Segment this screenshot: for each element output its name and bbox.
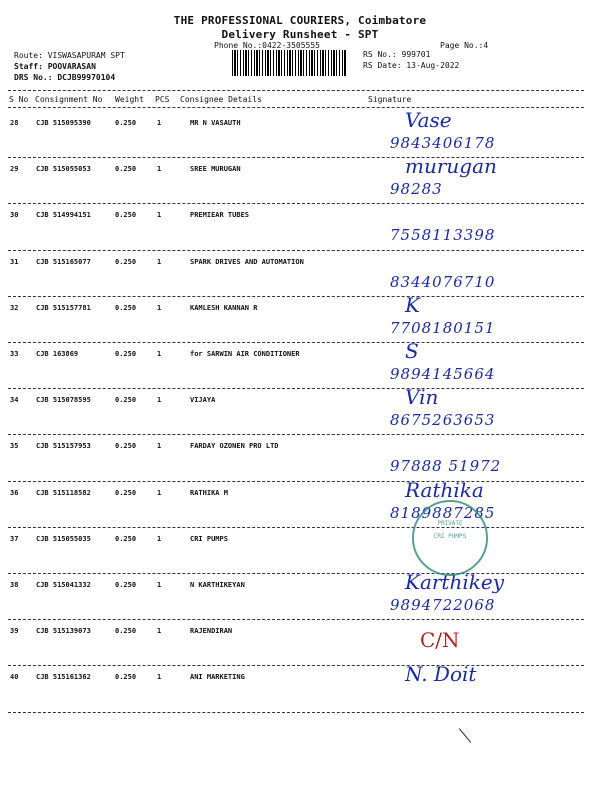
row-consignee: MR N VASAUTH [190,119,241,127]
row-weight: 0.250 [115,257,137,266]
signature: Karthikey [405,570,504,594]
signature-phone: 8344076710 [390,272,496,291]
row-consignment: CJB 515161362 [36,673,91,682]
row-sno: 30 [10,211,19,220]
table-row [0,108,600,158]
row-sno: 40 [10,673,19,682]
stamp-text: PRIVATE [437,520,463,527]
row-consignee: ANI MARKETING [190,673,245,682]
table-row [0,570,600,620]
row-consignee: for SARWIN AIR CONDITIONER [190,350,300,358]
phone-number: Phone No.:0422-3505555 [214,41,320,50]
table-row [0,528,600,574]
signature: Vin [405,385,439,410]
row-sno: 38 [10,581,19,589]
page-number: Page No.:4 [440,41,489,50]
signature-phone: 8189887285 [390,503,496,522]
row-weight: 0.250 [115,442,137,451]
row-consignment: CJB 515055035 [36,534,91,543]
signature: K [405,292,420,317]
signature-phone: 7708180151 [390,318,496,337]
row-sno: 32 [10,303,19,312]
signature: murugan [405,154,497,179]
drs-number: DRS No.: DCJB99970104 [14,73,116,82]
row-consignment: CJB 163869 [36,350,79,358]
row-pcs: 1 [157,165,162,174]
signature-phone: 9894145664 [390,365,496,383]
row-consignment: CJB 515139073 [36,627,91,636]
sheet-title: Delivery Runsheet - SPT [221,28,379,41]
row-consignment: CJB 515055053 [36,165,91,174]
row-sno: 28 [10,119,19,127]
col-consignment: Consignment No [35,95,103,104]
row-consignment: CJB 515041332 [36,581,91,589]
row-consignee: PREMIEAR TUBES [190,211,250,220]
row-consignee: SPARK DRIVES AND AUTOMATION [190,257,304,266]
row-consignment: CJB 515157781 [36,303,91,312]
col-signature: Signature [368,95,412,104]
signature-phone: 9843406178 [390,134,496,152]
row-consignee: VIJAYA [190,396,216,405]
table-row [0,620,600,666]
table-row [0,385,600,435]
signature: N. Doit [405,662,477,687]
row-pcs: 1 [157,119,162,127]
row-consignment: CJB 515165077 [36,257,91,266]
row-consignee: SREE MURUGAN [190,165,241,174]
table-row [0,435,600,481]
row-weight: 0.250 [115,350,137,358]
row-pcs: 1 [157,350,162,358]
row-consignment: CJB 515118582 [36,488,91,497]
row-consignee: KAMLESH KANNAN R [190,303,258,312]
row-pcs: 1 [157,396,162,405]
barcode [232,50,347,76]
row-pcs: 1 [157,488,162,497]
row-sno: 31 [10,257,19,266]
row-weight: 0.250 [115,165,137,174]
row-pcs: 1 [157,211,162,220]
col-consignee: Consignee Details [180,95,262,104]
row-weight: 0.250 [115,396,137,405]
row-consignment: CJB 514994151 [36,211,91,220]
rs-number: RS No.: 999701 [363,50,431,59]
table-row [0,251,600,297]
col-weight: Weight [115,95,144,104]
pen-mark [459,728,471,742]
row-weight: 0.250 [115,488,137,497]
row-consignee: FARDAY OZONEN PRO LTD [190,442,279,451]
row-sno: 33 [10,350,19,358]
row-pcs: 1 [157,581,162,589]
table-row [0,477,600,528]
signature: C/N [420,628,460,653]
row-consignee: CRI PUMPS [190,534,228,543]
signature: Rathika [405,477,484,502]
row-consignment: CJB 515095390 [36,119,91,127]
stamp-text: CRI PUMPS [433,533,467,540]
table-row [0,154,600,204]
signature: S [405,339,419,363]
signature-phone: 98283 [390,180,443,199]
row-consignment: CJB 515157953 [36,442,91,451]
staff: Staff: POOVARASAN [14,62,96,71]
row-weight: 0.250 [115,534,137,543]
col-sno: S No [9,95,29,104]
row-consignment: CJB 515078595 [36,396,91,405]
row-pcs: 1 [157,534,162,543]
row-consignee: RAJENDIRAN [190,627,233,636]
row-weight: 0.250 [115,627,137,636]
route: Route: VISWASAPURAM SPT [14,51,125,60]
row-pcs: 1 [157,673,162,682]
row-pcs: 1 [157,442,162,451]
row-sno: 37 [10,534,19,543]
row-sno: 35 [10,442,19,451]
row-pcs: 1 [157,303,162,312]
divider [8,90,584,91]
row-weight: 0.250 [115,673,137,682]
row-weight: 0.250 [115,303,137,312]
table-row [0,339,600,389]
row-pcs: 1 [157,627,162,636]
rs-date: RS Date: 13-Aug-2022 [363,61,460,70]
signature: Vase [405,108,452,132]
company-title: THE PROFESSIONAL COURIERS, Coimbatore [173,14,427,27]
divider [8,712,584,713]
row-weight: 0.250 [115,581,137,589]
row-pcs: 1 [157,257,162,266]
divider [8,107,584,108]
row-consignee: RATHIKA M [190,488,228,497]
table-row [0,292,600,343]
table-row [0,204,600,250]
row-weight: 0.250 [115,119,137,127]
row-sno: 34 [10,396,19,405]
row-sno: 39 [10,627,19,636]
signature-phone: 7558113398 [390,226,496,245]
signature-phone: 8675263653 [390,411,496,430]
signature-phone: 97888 51972 [390,457,502,476]
table-row [0,662,600,712]
row-consignee: N KARTHIKEYAN [190,581,245,589]
company-stamp [412,500,488,576]
signature-phone: 9894722068 [390,596,496,614]
row-sno: 29 [10,165,19,174]
row-sno: 36 [10,488,19,497]
row-weight: 0.250 [115,211,137,220]
col-pcs: PCS [155,95,170,104]
